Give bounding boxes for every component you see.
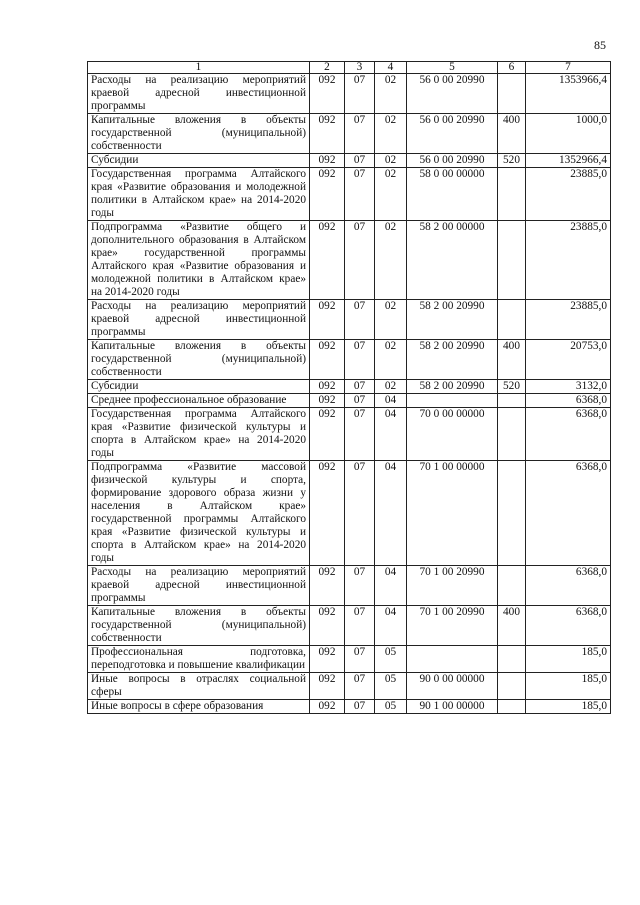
target-code xyxy=(407,646,498,673)
section-code: 07 xyxy=(345,300,375,340)
target-code xyxy=(407,394,498,408)
subsection-code: 05 xyxy=(375,673,407,700)
table-row xyxy=(88,380,611,394)
amount: 20753,0 xyxy=(526,340,611,380)
table-row xyxy=(88,461,611,566)
expense-type-code: 520 xyxy=(498,380,526,394)
subsection-code: 04 xyxy=(375,394,407,408)
target-code: 58 2 00 20990 xyxy=(407,300,498,340)
row-name: Расходы на реализацию мероприятий краевой адресной инвестиционной программы xyxy=(88,300,310,340)
amount: 6368,0 xyxy=(526,566,611,606)
admin-code: 092 xyxy=(310,700,345,714)
expense-type-code: 400 xyxy=(498,340,526,380)
subsection-code: 02 xyxy=(375,221,407,300)
section-code: 07 xyxy=(345,646,375,673)
expense-type-code xyxy=(498,394,526,408)
section-code: 07 xyxy=(345,394,375,408)
expense-type-code: 400 xyxy=(498,114,526,154)
amount: 23885,0 xyxy=(526,221,611,300)
amount: 23885,0 xyxy=(526,168,611,221)
column-header: 5 xyxy=(407,62,498,74)
header-row xyxy=(88,62,611,74)
table-row xyxy=(88,300,611,340)
expense-type-code xyxy=(498,700,526,714)
row-name: Капитальные вложения в объекты государственной (муниципальной) собственности xyxy=(88,340,310,380)
amount: 6368,0 xyxy=(526,408,611,461)
table-body xyxy=(88,74,611,714)
table-row xyxy=(88,408,611,461)
section-code: 07 xyxy=(345,673,375,700)
subsection-code: 02 xyxy=(375,74,407,114)
admin-code: 092 xyxy=(310,154,345,168)
admin-code: 092 xyxy=(310,461,345,566)
subsection-code: 02 xyxy=(375,168,407,221)
row-name: Расходы на реализацию мероприятий краевой адресной инвестиционной программы xyxy=(88,566,310,606)
admin-code: 092 xyxy=(310,340,345,380)
table-row xyxy=(88,114,611,154)
admin-code: 092 xyxy=(310,168,345,221)
section-code: 07 xyxy=(345,74,375,114)
target-code: 58 2 00 20990 xyxy=(407,340,498,380)
amount: 185,0 xyxy=(526,646,611,673)
expense-type-code xyxy=(498,646,526,673)
row-name: Иные вопросы в отраслях социальной сферы xyxy=(88,673,310,700)
row-name: Капитальные вложения в объекты государственной (муниципальной) собственности xyxy=(88,114,310,154)
admin-code: 092 xyxy=(310,646,345,673)
amount: 6368,0 xyxy=(526,394,611,408)
row-name: Профессиональная подготовка, переподготовка и повышение квалификации xyxy=(88,646,310,673)
column-header: 6 xyxy=(498,62,526,74)
expense-type-code: 520 xyxy=(498,154,526,168)
section-code: 07 xyxy=(345,380,375,394)
table-row xyxy=(88,74,611,114)
amount: 1352966,4 xyxy=(526,154,611,168)
expense-type-code xyxy=(498,300,526,340)
admin-code: 092 xyxy=(310,300,345,340)
subsection-code: 04 xyxy=(375,461,407,566)
subsection-code: 05 xyxy=(375,646,407,673)
row-name: Государственная программа Алтайского края «Развитие образования и молодежной политики в Алтайском крае» на 2014-2020 годы xyxy=(88,168,310,221)
table-row xyxy=(88,673,611,700)
amount: 6368,0 xyxy=(526,461,611,566)
subsection-code: 02 xyxy=(375,340,407,380)
row-name: Капитальные вложения в объекты государственной (муниципальной) собственности xyxy=(88,606,310,646)
column-header: 4 xyxy=(375,62,407,74)
table-row xyxy=(88,646,611,673)
target-code: 70 1 00 20990 xyxy=(407,606,498,646)
row-name: Субсидии xyxy=(88,380,310,394)
subsection-code: 04 xyxy=(375,606,407,646)
row-name: Субсидии xyxy=(88,154,310,168)
row-name: Расходы на реализацию мероприятий краевой адресной инвестиционной программы xyxy=(88,74,310,114)
target-code: 90 1 00 00000 xyxy=(407,700,498,714)
section-code: 07 xyxy=(345,408,375,461)
subsection-code: 05 xyxy=(375,700,407,714)
section-code: 07 xyxy=(345,566,375,606)
expense-type-code: 400 xyxy=(498,606,526,646)
admin-code: 092 xyxy=(310,394,345,408)
section-code: 07 xyxy=(345,221,375,300)
admin-code: 092 xyxy=(310,114,345,154)
amount: 23885,0 xyxy=(526,300,611,340)
row-name: Подпрограмма «Развитие общего и дополнительного образования в Алтайском крае» государственной программы Алтайского края «Развитие образования и молодежной политики в Алтайском крае» на 2014-2020 годы xyxy=(88,221,310,300)
table-row xyxy=(88,221,611,300)
target-code: 58 0 00 00000 xyxy=(407,168,498,221)
row-name: Среднее профессиональное образование xyxy=(88,394,310,408)
section-code: 07 xyxy=(345,340,375,380)
target-code: 58 2 00 00000 xyxy=(407,221,498,300)
expense-type-code xyxy=(498,74,526,114)
table-row xyxy=(88,394,611,408)
amount: 1000,0 xyxy=(526,114,611,154)
amount: 1353966,4 xyxy=(526,74,611,114)
subsection-code: 02 xyxy=(375,300,407,340)
section-code: 07 xyxy=(345,114,375,154)
subsection-code: 02 xyxy=(375,380,407,394)
column-header: 3 xyxy=(345,62,375,74)
table-row xyxy=(88,566,611,606)
target-code: 70 1 00 20990 xyxy=(407,566,498,606)
row-name: Государственная программа Алтайского края «Развитие физической культуры и спорта в Алтайском крае» на 2014-2020 годы xyxy=(88,408,310,461)
target-code: 70 1 00 00000 xyxy=(407,461,498,566)
amount: 3132,0 xyxy=(526,380,611,394)
target-code: 70 0 00 00000 xyxy=(407,408,498,461)
subsection-code: 04 xyxy=(375,408,407,461)
amount: 6368,0 xyxy=(526,606,611,646)
admin-code: 092 xyxy=(310,380,345,394)
expense-type-code xyxy=(498,168,526,221)
column-header: 1 xyxy=(88,62,310,74)
admin-code: 092 xyxy=(310,74,345,114)
target-code: 90 0 00 00000 xyxy=(407,673,498,700)
column-header: 7 xyxy=(526,62,611,74)
column-header: 2 xyxy=(310,62,345,74)
target-code: 58 2 00 20990 xyxy=(407,380,498,394)
section-code: 07 xyxy=(345,168,375,221)
page-number: 85 xyxy=(594,38,606,52)
section-code: 07 xyxy=(345,606,375,646)
admin-code: 092 xyxy=(310,606,345,646)
expense-type-code xyxy=(498,461,526,566)
section-code: 07 xyxy=(345,700,375,714)
subsection-code: 02 xyxy=(375,154,407,168)
budget-table xyxy=(87,61,611,714)
table-row xyxy=(88,606,611,646)
expense-type-code xyxy=(498,221,526,300)
section-code: 07 xyxy=(345,154,375,168)
row-name: Подпрограмма «Развитие массовой физической культуры и спорта, формирование здорового образа жизни у населения в Алтайском крае» государственной программы Алтайского края «Развитие физической культуры и спорта в Алтайском крае» на 2014-2020 годы xyxy=(88,461,310,566)
subsection-code: 04 xyxy=(375,566,407,606)
table-row xyxy=(88,168,611,221)
admin-code: 092 xyxy=(310,408,345,461)
subsection-code: 02 xyxy=(375,114,407,154)
admin-code: 092 xyxy=(310,566,345,606)
amount: 185,0 xyxy=(526,673,611,700)
target-code: 56 0 00 20990 xyxy=(407,114,498,154)
target-code: 56 0 00 20990 xyxy=(407,154,498,168)
expense-type-code xyxy=(498,566,526,606)
table-row xyxy=(88,154,611,168)
target-code: 56 0 00 20990 xyxy=(407,74,498,114)
table-row xyxy=(88,700,611,714)
section-code: 07 xyxy=(345,461,375,566)
table-row xyxy=(88,340,611,380)
expense-type-code xyxy=(498,408,526,461)
admin-code: 092 xyxy=(310,221,345,300)
amount: 185,0 xyxy=(526,700,611,714)
row-name: Иные вопросы в сфере образования xyxy=(88,700,310,714)
admin-code: 092 xyxy=(310,673,345,700)
expense-type-code xyxy=(498,673,526,700)
